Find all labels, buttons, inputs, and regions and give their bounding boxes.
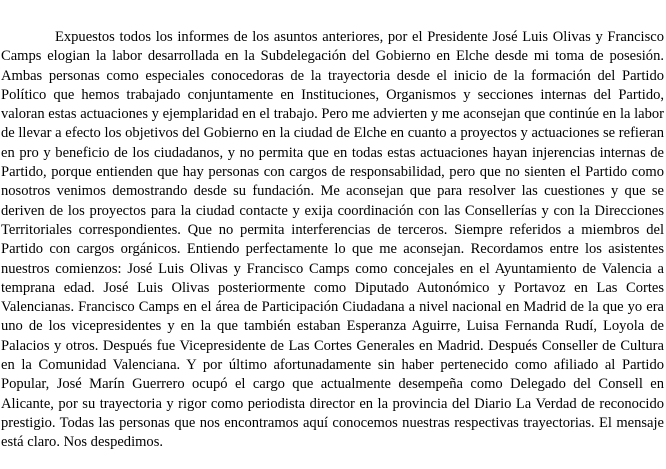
- document-page: [1, 0, 664, 469]
- body-paragraph: Expuestos todos los informes de los asuntos anteriores, por el Presidente José Luis Olivas y Francisco Camps elogian la labor desarrollada en la Subdelegación del Gobierno en Elche desde mi toma de posesión. Ambas personas como especiales conocedoras de la trayectoria desde el inicio de la formación del Partido Político que hemos trabajado conjuntamente en Instituciones, Organismos y secciones internas del Partido, valoran estas actuaciones y ejemplaridad en el trabajo. Pero me advierten y me aconsejan que continúe en la labor de llevar a efecto los objetivos del Gobierno en la ciudad de Elche en cuanto a proyectos y actuaciones se refieran en pro y beneficio de los ciudadanos, y no permita que en todas estas actuaciones hayan injerencias internas de Partido, porque entienden que hay personas con cargos de responsabilidad, pero que no sienten el Partido como nosotros venimos demostrando desde su fundación. Me aconsejan que para resolver las cuestiones y que se deriven de los proyectos para la ciudad contacte y exija coordinación con las Consellerías y con la Direcciones Territoriales correspondientes. Que no permita interferencias de terceros. Siempre referidos a miembros del Partido con cargos orgánicos. Entiendo perfectamente lo que me aconsejan. Recordamos entre los asistentes nuestros comienzos: José Luis Olivas y Francisco Camps como concejales en el Ayuntamiento de Valencia a temprana edad. José Luis Olivas posteriormente como Diputado Autonómico y Portavoz en Las Cortes Valencianas. Francisco Camps en el área de Participación Ciudadana a nivel nacional en Madrid de la que yo era uno de los vicepresidentes y en la que también estaban Esperanza Aguirre, Luisa Fernanda Rudí, Loyola de Palacios y otros. Después fue Vicepresidente de Las Cortes Generales en Madrid. Después Conseller de Cultura en la Comunidad Valenciana. Y por último afortunadamente sin haber pertenecido como afiliado al Partido Popular, José Marín Guerrero ocupó el cargo que actualmente desempeña como Delegado del Consell en Alicante, por su trayectoria y rigor como periodista director en la provincia del Diario La Verdad de reconocido prestigio. Todas las personas que nos encontramos aquí conocemos nuestras respectivas trayectorias. El mensaje está claro. Nos despedimos.: [1, 29, 664, 451]
